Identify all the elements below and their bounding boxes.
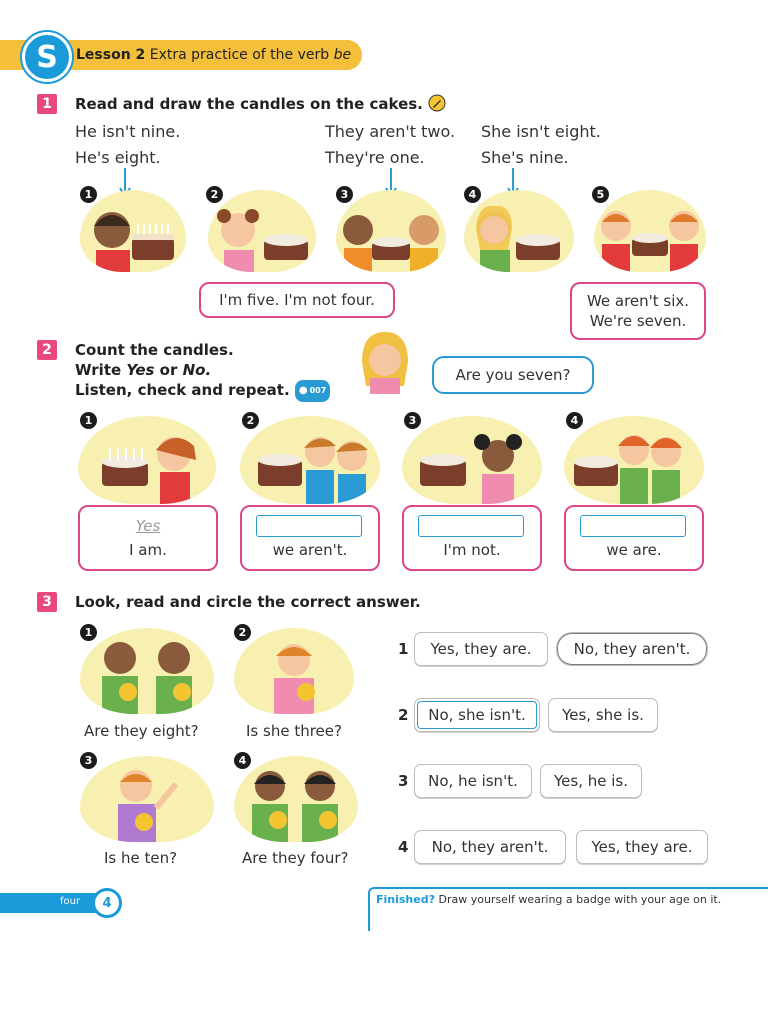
picture-number: 2 <box>234 624 251 641</box>
answer-option[interactable]: Yes, they are. <box>414 632 548 666</box>
row-number: 4 <box>398 838 409 856</box>
picture-number: 2 <box>242 412 259 429</box>
picture-two-boys-with-cake <box>336 190 446 272</box>
answer-box-2 <box>240 505 380 571</box>
clue-2-line-1: They aren't two. <box>325 122 456 141</box>
picture-number: 4 <box>234 752 251 769</box>
picture-number: 4 <box>464 186 481 203</box>
page-number: 4 <box>92 888 122 918</box>
listen-instruction: Listen, check and repeat. <box>75 381 290 399</box>
picture-girl-with-cake <box>208 190 316 272</box>
answer-box-4 <box>564 505 704 571</box>
exercise-2-number: 2 <box>37 340 57 360</box>
answer-option[interactable]: Yes, she is. <box>548 698 658 732</box>
speech-bubble <box>570 282 706 340</box>
answer-box-1 <box>78 505 218 571</box>
lesson-title-text: Extra practice of the verb <box>149 47 330 63</box>
question-caption: Is he ten? <box>104 849 178 867</box>
section-s-badge: S <box>22 32 72 82</box>
page-word: four <box>60 896 81 907</box>
speech-bubble-question: Are you seven? <box>432 356 594 394</box>
answer-input[interactable] <box>256 515 362 537</box>
picture-girl-with-cake <box>78 416 216 504</box>
picture-number: 3 <box>336 186 353 203</box>
exercise-2-line-2 <box>75 360 211 380</box>
yes-word: Yes <box>126 361 155 379</box>
answer-option[interactable]: Yes, he is. <box>540 764 642 798</box>
picture-twins-with-cake <box>594 190 706 272</box>
clue-1-line-1: He isn't nine. <box>75 122 181 141</box>
answer-option[interactable]: No, he isn't. <box>414 764 532 798</box>
clue-2-line-2: They're one. <box>325 148 425 167</box>
answer-option[interactable]: Yes, they are. <box>576 830 708 864</box>
answer-option-boxed[interactable]: No, she isn't. <box>414 698 540 732</box>
girl-asking-illustration <box>354 326 416 394</box>
finished-task <box>376 893 721 906</box>
lesson-title-verb: be <box>333 47 352 63</box>
picture-number: 1 <box>80 186 97 203</box>
speech-bubble-line-2: We're seven. <box>589 312 687 330</box>
speech-bubble-line-1: We aren't six. <box>586 292 690 310</box>
answer-rest: we are. <box>606 541 662 559</box>
exercise-1-number: 1 <box>37 94 57 114</box>
picture-number: 3 <box>80 752 97 769</box>
exercise-3-number: 3 <box>37 592 57 612</box>
picture-girl <box>234 628 354 714</box>
lesson-label: Lesson 2 <box>76 47 146 63</box>
clue-1-line-2: He's eight. <box>75 148 161 167</box>
answer-option-circled[interactable]: No, they aren't. <box>556 632 708 666</box>
question-caption: Is she three? <box>246 722 342 740</box>
exercise-2-line-1: Count the candles. <box>75 341 234 359</box>
picture-number: 4 <box>566 412 583 429</box>
exercise-2-line-3 <box>75 380 330 402</box>
answer-rest: we aren't. <box>272 541 348 559</box>
answer-box-3 <box>402 505 542 571</box>
picture-twin-boys <box>80 628 214 714</box>
write-label: Write <box>75 361 122 379</box>
answer-rest: I am. <box>129 541 167 559</box>
finished-text: Draw yourself wearing a badge with your age on it. <box>438 893 722 906</box>
picture-two-girls-with-cake <box>564 416 704 504</box>
row-number: 1 <box>398 640 409 658</box>
clue-3-line-1: She isn't eight. <box>481 122 601 141</box>
audio-icon[interactable]: ● 007 <box>295 380 330 402</box>
picture-boy-with-cake <box>80 190 186 272</box>
audio-track-number: 007 <box>309 386 327 395</box>
picture-twin-boys <box>234 756 358 842</box>
answer-filled: Yes <box>135 517 161 535</box>
answer-input[interactable] <box>580 515 686 537</box>
picture-number: 3 <box>404 412 421 429</box>
answer-option[interactable]: No, they aren't. <box>414 830 566 864</box>
row-number: 3 <box>398 772 409 790</box>
speech-bubble: I'm five. I'm not four. <box>199 282 395 318</box>
answer-input[interactable] <box>418 515 524 537</box>
row-number: 2 <box>398 706 409 724</box>
lesson-title <box>76 47 351 63</box>
finished-label: Finished? <box>376 893 435 906</box>
exercise-1-instruction <box>75 94 446 114</box>
picture-blonde-girl-with-cake <box>464 190 574 272</box>
picture-number: 1 <box>80 412 97 429</box>
pencil-icon <box>428 94 446 112</box>
no-word: No. <box>182 361 212 379</box>
question-caption: Are they eight? <box>84 722 199 740</box>
exercise-3-instruction: Look, read and circle the correct answer. <box>75 593 421 611</box>
picture-girl-with-cake <box>402 416 542 504</box>
picture-number: 2 <box>206 186 223 203</box>
picture-two-girls-with-cake <box>240 416 380 504</box>
picture-number: 5 <box>592 186 609 203</box>
or-word: or <box>159 361 178 379</box>
clue-3-line-2: She's nine. <box>481 148 569 167</box>
answer-rest: I'm not. <box>443 541 501 559</box>
exercise-1-instruction-text: Read and draw the candles on the cakes. <box>75 95 423 113</box>
question-caption: Are they four? <box>242 849 349 867</box>
picture-number: 1 <box>80 624 97 641</box>
picture-boy <box>80 756 214 842</box>
